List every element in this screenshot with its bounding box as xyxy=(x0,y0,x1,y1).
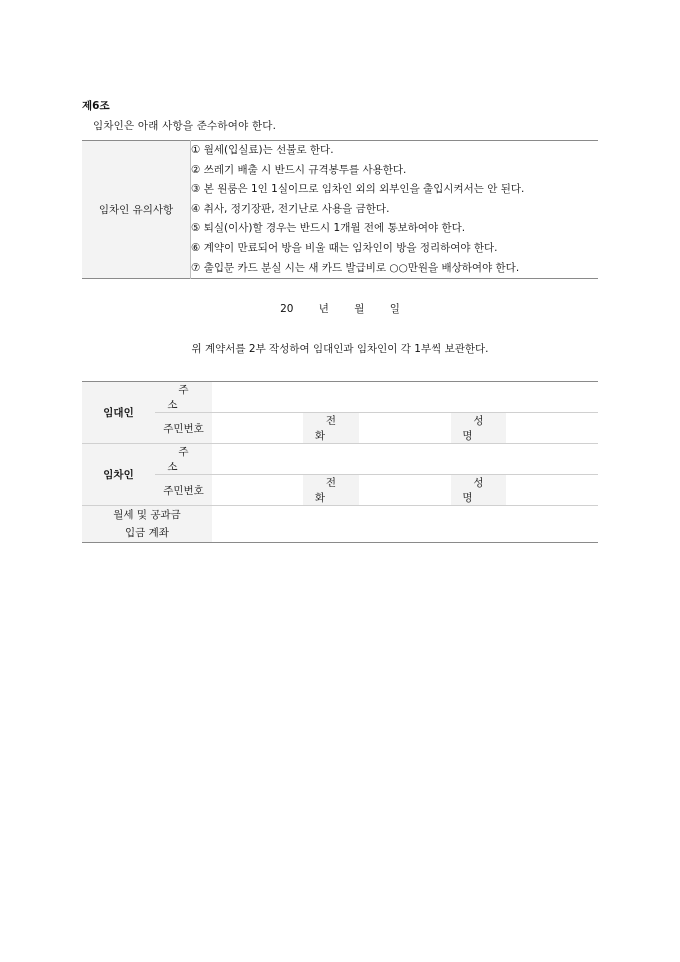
rule-item: ④ 취사, 정기장판, 전기난로 사용을 금한다. xyxy=(191,202,390,215)
tenant-address-field[interactable] xyxy=(212,444,598,475)
article-intro: 임차인은 아래 사항을 준수하여야 한다. xyxy=(93,120,277,132)
tenant-resident-number-field[interactable] xyxy=(212,475,303,506)
landlord-name-field[interactable] xyxy=(506,413,598,444)
tenant-resident-number-label: 주민번호 xyxy=(155,475,212,506)
tenant-label: 임차인 xyxy=(82,444,155,506)
contract-notice: 위 계약서를 2부 작성하여 임대인과 임차인이 각 1부씩 보관한다. xyxy=(191,343,489,355)
article-title: 제6조 xyxy=(82,100,110,112)
landlord-address-field[interactable] xyxy=(212,382,598,413)
rule-item: ⑦ 출입문 카드 분실 시는 새 카드 발급비로 ○○만원을 배상하여야 한다. xyxy=(191,261,520,274)
deposit-account-label-line1: 월세 및 공과금 xyxy=(113,509,181,521)
rule-item: ② 쓰레기 배출 시 반드시 규격봉투를 사용한다. xyxy=(191,163,407,176)
parties-table xyxy=(82,381,598,543)
landlord-phone-label: 전화 xyxy=(303,413,359,444)
contract-date-line: 20 년 월 일 xyxy=(280,303,400,315)
rule-item: ① 월세(입실료)는 선불로 한다. xyxy=(191,144,334,156)
tenant-address-label: 주소 xyxy=(155,444,212,475)
landlord-label: 임대인 xyxy=(82,382,155,444)
deposit-account-field[interactable] xyxy=(212,506,598,543)
landlord-resident-number-label: 주민번호 xyxy=(155,413,212,444)
rule-item: ⑤ 퇴실(이사)할 경우는 반드시 1개월 전에 통보하여야 한다. xyxy=(191,222,466,235)
rules-list xyxy=(191,141,599,279)
deposit-account-label xyxy=(82,506,212,543)
rules-label: 임차인 유의사항 xyxy=(82,141,191,279)
landlord-phone-field[interactable] xyxy=(359,413,451,444)
rule-item: ⑥ 계약이 만료되어 방을 비울 때는 임차인이 방을 정리하여야 한다. xyxy=(191,241,498,254)
tenant-phone-label: 전화 xyxy=(303,475,359,506)
tenant-rules-table xyxy=(82,140,598,279)
tenant-phone-field[interactable] xyxy=(359,475,451,506)
landlord-name-label: 성명 xyxy=(451,413,506,444)
tenant-name-field[interactable] xyxy=(506,475,598,506)
landlord-address-label: 주소 xyxy=(155,382,212,413)
rule-item: ③ 본 원룸은 1인 1실이므로 임차인 외의 외부인을 출입시켜서는 안 된다. xyxy=(191,183,525,196)
tenant-name-label: 성명 xyxy=(451,475,506,506)
deposit-account-label-line2: 입금 계좌 xyxy=(125,527,169,539)
landlord-resident-number-field[interactable] xyxy=(212,413,303,444)
